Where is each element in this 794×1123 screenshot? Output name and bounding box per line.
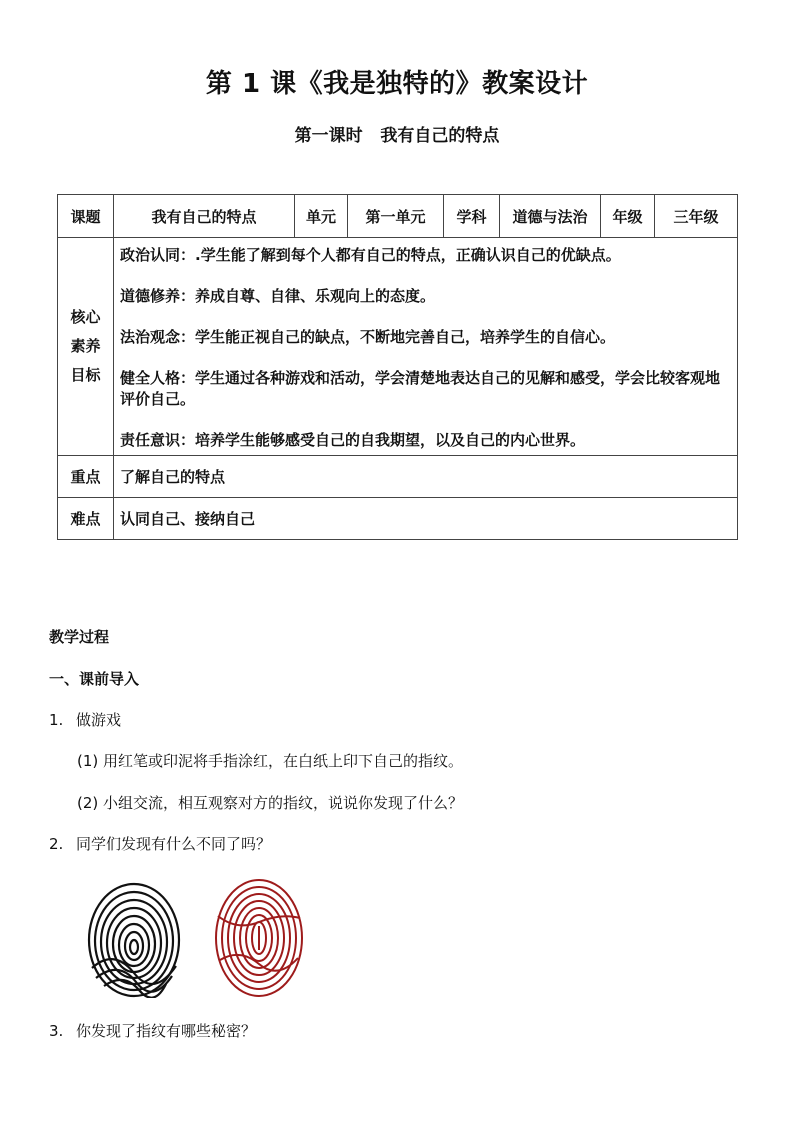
- core-goals-label-line: 核心: [70, 308, 101, 326]
- red-fingerprint-image: [212, 876, 306, 998]
- process-item-3: [49, 1020, 256, 1041]
- core-goals-content: [114, 238, 738, 456]
- header-cell-grade-value: 三年级: [655, 195, 738, 238]
- core-goals-label-line: 目标: [70, 366, 101, 384]
- key-point-label: 重点: [58, 456, 114, 498]
- goal-responsibility: 责任意识：培养学生能够感受自己的自我期望，以及自己的内心世界。: [120, 431, 586, 449]
- goal-personality: 健全人格：学生通过各种游戏和活动，学会清楚地表达自己的见解和感受，学会比较客观地评价自己。: [120, 369, 721, 408]
- core-goals-row: [58, 238, 738, 456]
- process-item-2: [49, 833, 271, 854]
- header-cell-subject-label: 学科: [444, 195, 500, 238]
- lesson-plan-table: [57, 194, 738, 540]
- document-title: 第 1 课《我是独特的》教案设计: [205, 69, 589, 99]
- black-fingerprint-image: [84, 878, 184, 998]
- key-point-row: [58, 456, 738, 498]
- item-text: 你发现了指纹有哪些秘密？: [76, 1022, 257, 1040]
- process-item-1: [49, 709, 121, 730]
- section-intro-heading: 一、课前导入: [49, 670, 140, 688]
- core-goals-label: [58, 238, 114, 456]
- goal-moral: 道德修养：养成自尊、自律、乐观向上的态度。: [120, 287, 436, 305]
- header-cell-grade-label: 年级: [601, 195, 655, 238]
- header-cell-unit-label: 单元: [295, 195, 348, 238]
- header-cell-topic-label: 课题: [58, 195, 114, 238]
- core-goals-label-line: 素养: [70, 337, 101, 355]
- difficulty-row: [58, 498, 738, 540]
- item-number: 2.: [49, 835, 64, 853]
- item-text: 同学们发现有什么不同了吗？: [76, 835, 272, 853]
- key-point-value: 了解自己的特点: [114, 456, 738, 498]
- process-heading: 教学过程: [49, 628, 110, 646]
- difficulty-value: 认同自己、接纳自己: [114, 498, 738, 540]
- item-text: 做游戏: [76, 711, 122, 729]
- header-cell-topic-value: 我有自己的特点: [114, 195, 295, 238]
- header-cell-unit-value: 第一单元: [348, 195, 444, 238]
- item-number: 3.: [49, 1022, 64, 1040]
- goal-political: 政治认同：.学生能了解到每个人都有自己的特点，正确认识自己的优缺点。: [120, 246, 621, 264]
- header-cell-subject-value: 道德与法治: [500, 195, 601, 238]
- table-header-row: [58, 195, 738, 238]
- goal-law: 法治观念：学生能正视自己的缺点，不断地完善自己，培养学生的自信心。: [120, 328, 616, 346]
- process-subitem-1: (1) 用红笔或印泥将手指涂红，在白纸上印下自己的指纹。: [77, 752, 464, 770]
- item-number: 1.: [49, 711, 64, 729]
- difficulty-label: 难点: [58, 498, 114, 540]
- document-subtitle: 第一课时 我有自己的特点: [294, 126, 500, 146]
- process-subitem-2: (2) 小组交流，相互观察对方的指纹，说说你发现了什么？: [77, 794, 464, 812]
